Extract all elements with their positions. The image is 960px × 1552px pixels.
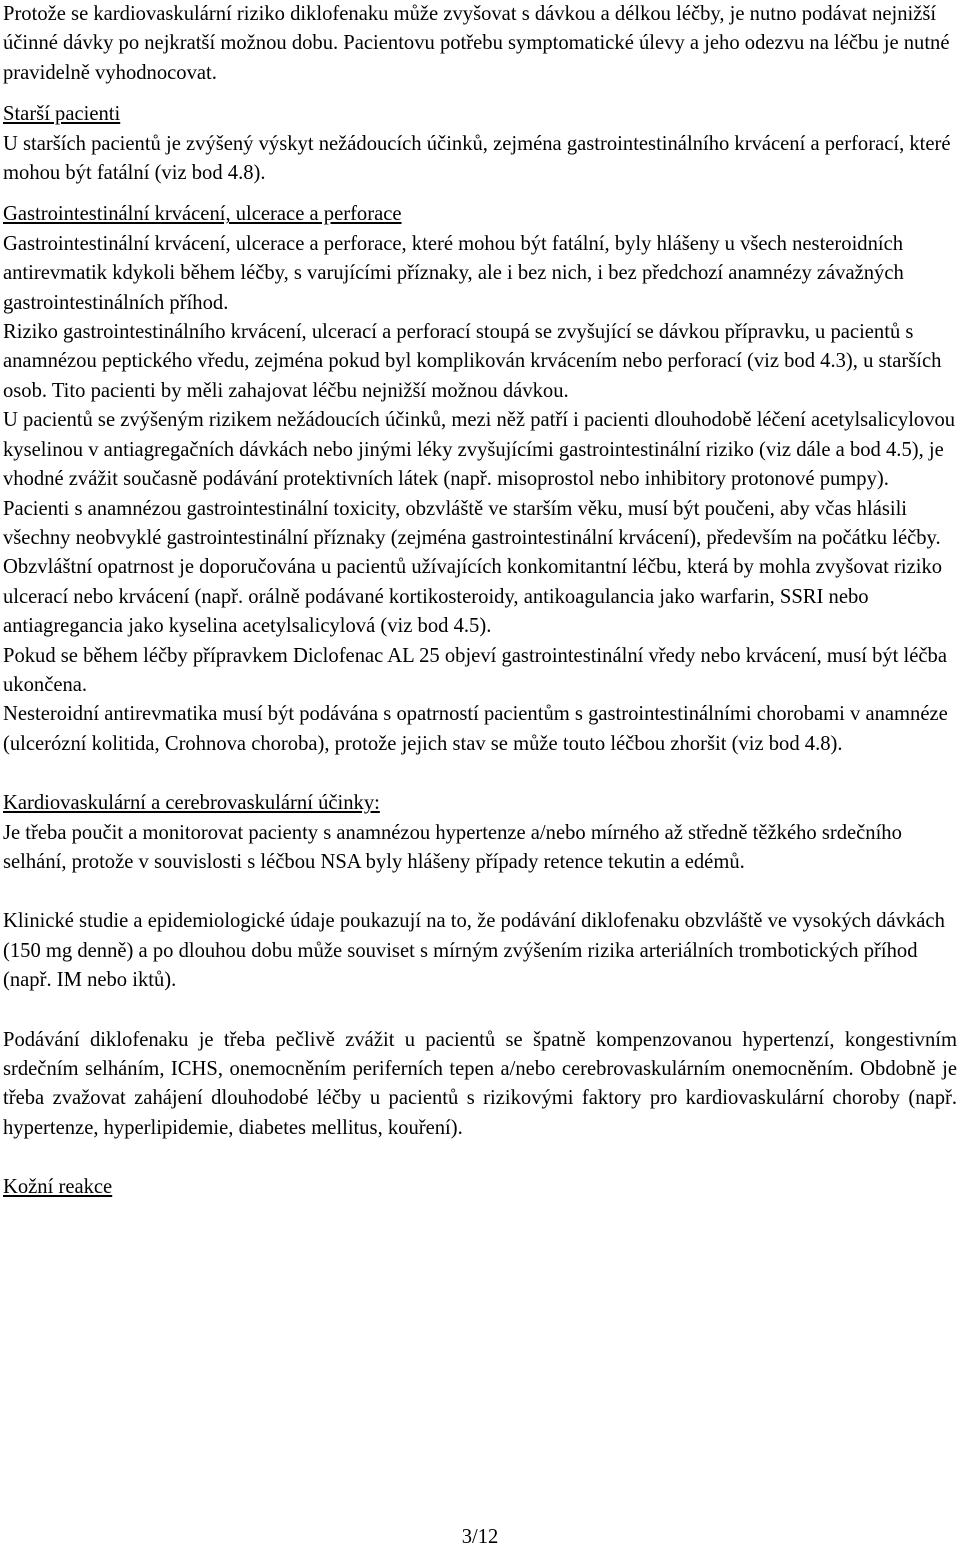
cardio-paragraph-1: Je třeba poučit a monitorovat pacienty s anamnézou hypertenze a/nebo mírného až středně těžkého srdečního selhání, protože v souvislosti s léčbou NSA byly hlášeny případy retence tekutin a edémů. (3, 821, 902, 873)
skin-heading: Kožní reakce (3, 1176, 113, 1199)
spacer (3, 188, 957, 200)
document-page (3, 0, 957, 1203)
gi-heading: Gastrointestinální krvácení, ulcerace a perforace (3, 203, 402, 226)
gi-paragraph-6: Pokud se během léčby přípravkem Diclofenac AL 25 objeví gastrointestinální vředy nebo krvácení, musí být léčba ukončena. (3, 644, 947, 696)
cardio-heading: Kardiovaskulární a cerebrovaskulární účinky: (3, 792, 380, 815)
gi-paragraph-5: Obzvláštní opatrnost je doporučována u pacientů užívajících konkomitantní léčbu, která by mohla zvyšovat riziko ulcerací nebo krvácení (např. orálně podávané kortikosteroidy, antikoagulancia jako warfarin, SSRI nebo antiagregancia jako kyselina acetylsalicylová (viz bod 4.5). (3, 556, 943, 638)
spacer (3, 877, 957, 907)
gi-paragraph-1: Gastrointestinální krvácení, ulcerace a perforace, které mohou být fatální, byly hlášeny u všech nesteroidních antirevmatik kdykoli během léčby, s varujícími příznaky, ale i bez nich, i bez předchozí anamnézy závažných gastrointestinálních příhod. (3, 232, 904, 314)
gi-paragraph-2: Riziko gastrointestinálního krvácení, ulcerací a perforací stoupá se zvyšující se dávkou přípravku, u pacientů s anamnézou peptického vředu, zejména pokud byl komplikován krvácením nebo perforací (viz bod 4.3), u starších osob. Tito pacienti by měli zahajovat léčbu nejnižší možnou dávkou. (3, 321, 942, 402)
intro-paragraph: Protože se kardiovaskulární riziko diklofenaku může zvyšovat s dávkou a délkou léčby, je nutno podávat nejnižší účinné dávky po nejkratší možnou dobu. Pacientovu potřebu symptomatické úlevy a jeho odezvu na léčbu je nutné pravidelně vyhodnocovat. (3, 3, 950, 84)
spacer (3, 996, 957, 1026)
spacer (3, 88, 957, 100)
gi-paragraph-4: Pacienti s anamnézou gastrointestinální toxicity, obzvláště ve starším věku, musí být poučeni, aby včas hlásili všechny neobvyklé gastrointestinální příznaky (zejména gastrointestinální krvácení), především na počátku léčby. (3, 497, 941, 549)
elderly-paragraph: U starších pacientů je zvýšený výskyt nežádoucích účinků, zejména gastrointestinálního krvácení a perforací, které mohou být fatální (viz bod 4.8). (3, 132, 951, 185)
spacer (3, 759, 957, 789)
elderly-heading: Starší pacienti (3, 103, 121, 126)
cardio-paragraph-2: Klinické studie a epidemiologické údaje poukazují na to, že podávání diklofenaku obzvláště ve vysokých dávkách (150 mg denně) a po dlouhou dobu může souviset s mírným zvýšením rizika arteriálních trombotických příhod (např. IM nebo iktů). (3, 910, 945, 992)
page-number: 3/12 (461, 1526, 499, 1548)
spacer (3, 1143, 957, 1173)
cardio-paragraph-3: Podávání diklofenaku je třeba pečlivě zvážit u pacientů se špatně kompenzovanou hypertenzí, kongestivním srdečním selháním, ICHS, onemocněním periferních tepen a/nebo cerebrovaskulárním onemocněním. Obdobně je třeba zvažovat zahájení dlouhodobé léčby u pacientů s rizikovými faktory pro kardiovaskulární choroby (např. hypertenze, hyperlipidemie, diabetes mellitus, kouření). (3, 1028, 957, 1139)
gi-paragraph-3: U pacientů se zvýšeným rizikem nežádoucích účinků, mezi něž patří i pacienti dlouhodobě léčení acetylsalicylovou kyselinou v antiagregačních dávkách nebo jinými léky zvyšujícími gastrointestinální riziko (viz dále a bod 4.5), je vhodné zvážit současně podávání protektivních látek (např. misoprostol nebo inhibitory protonové pumpy). (3, 409, 956, 491)
gi-paragraph-7: Nesteroidní antirevmatika musí být podávána s opatrností pacientům s gastrointestinálními chorobami v anamnéze (ulcerózní kolitida, Crohnova choroba), protože jejich stav se může touto léčbou zhoršit (viz bod 4.8). (3, 703, 948, 755)
